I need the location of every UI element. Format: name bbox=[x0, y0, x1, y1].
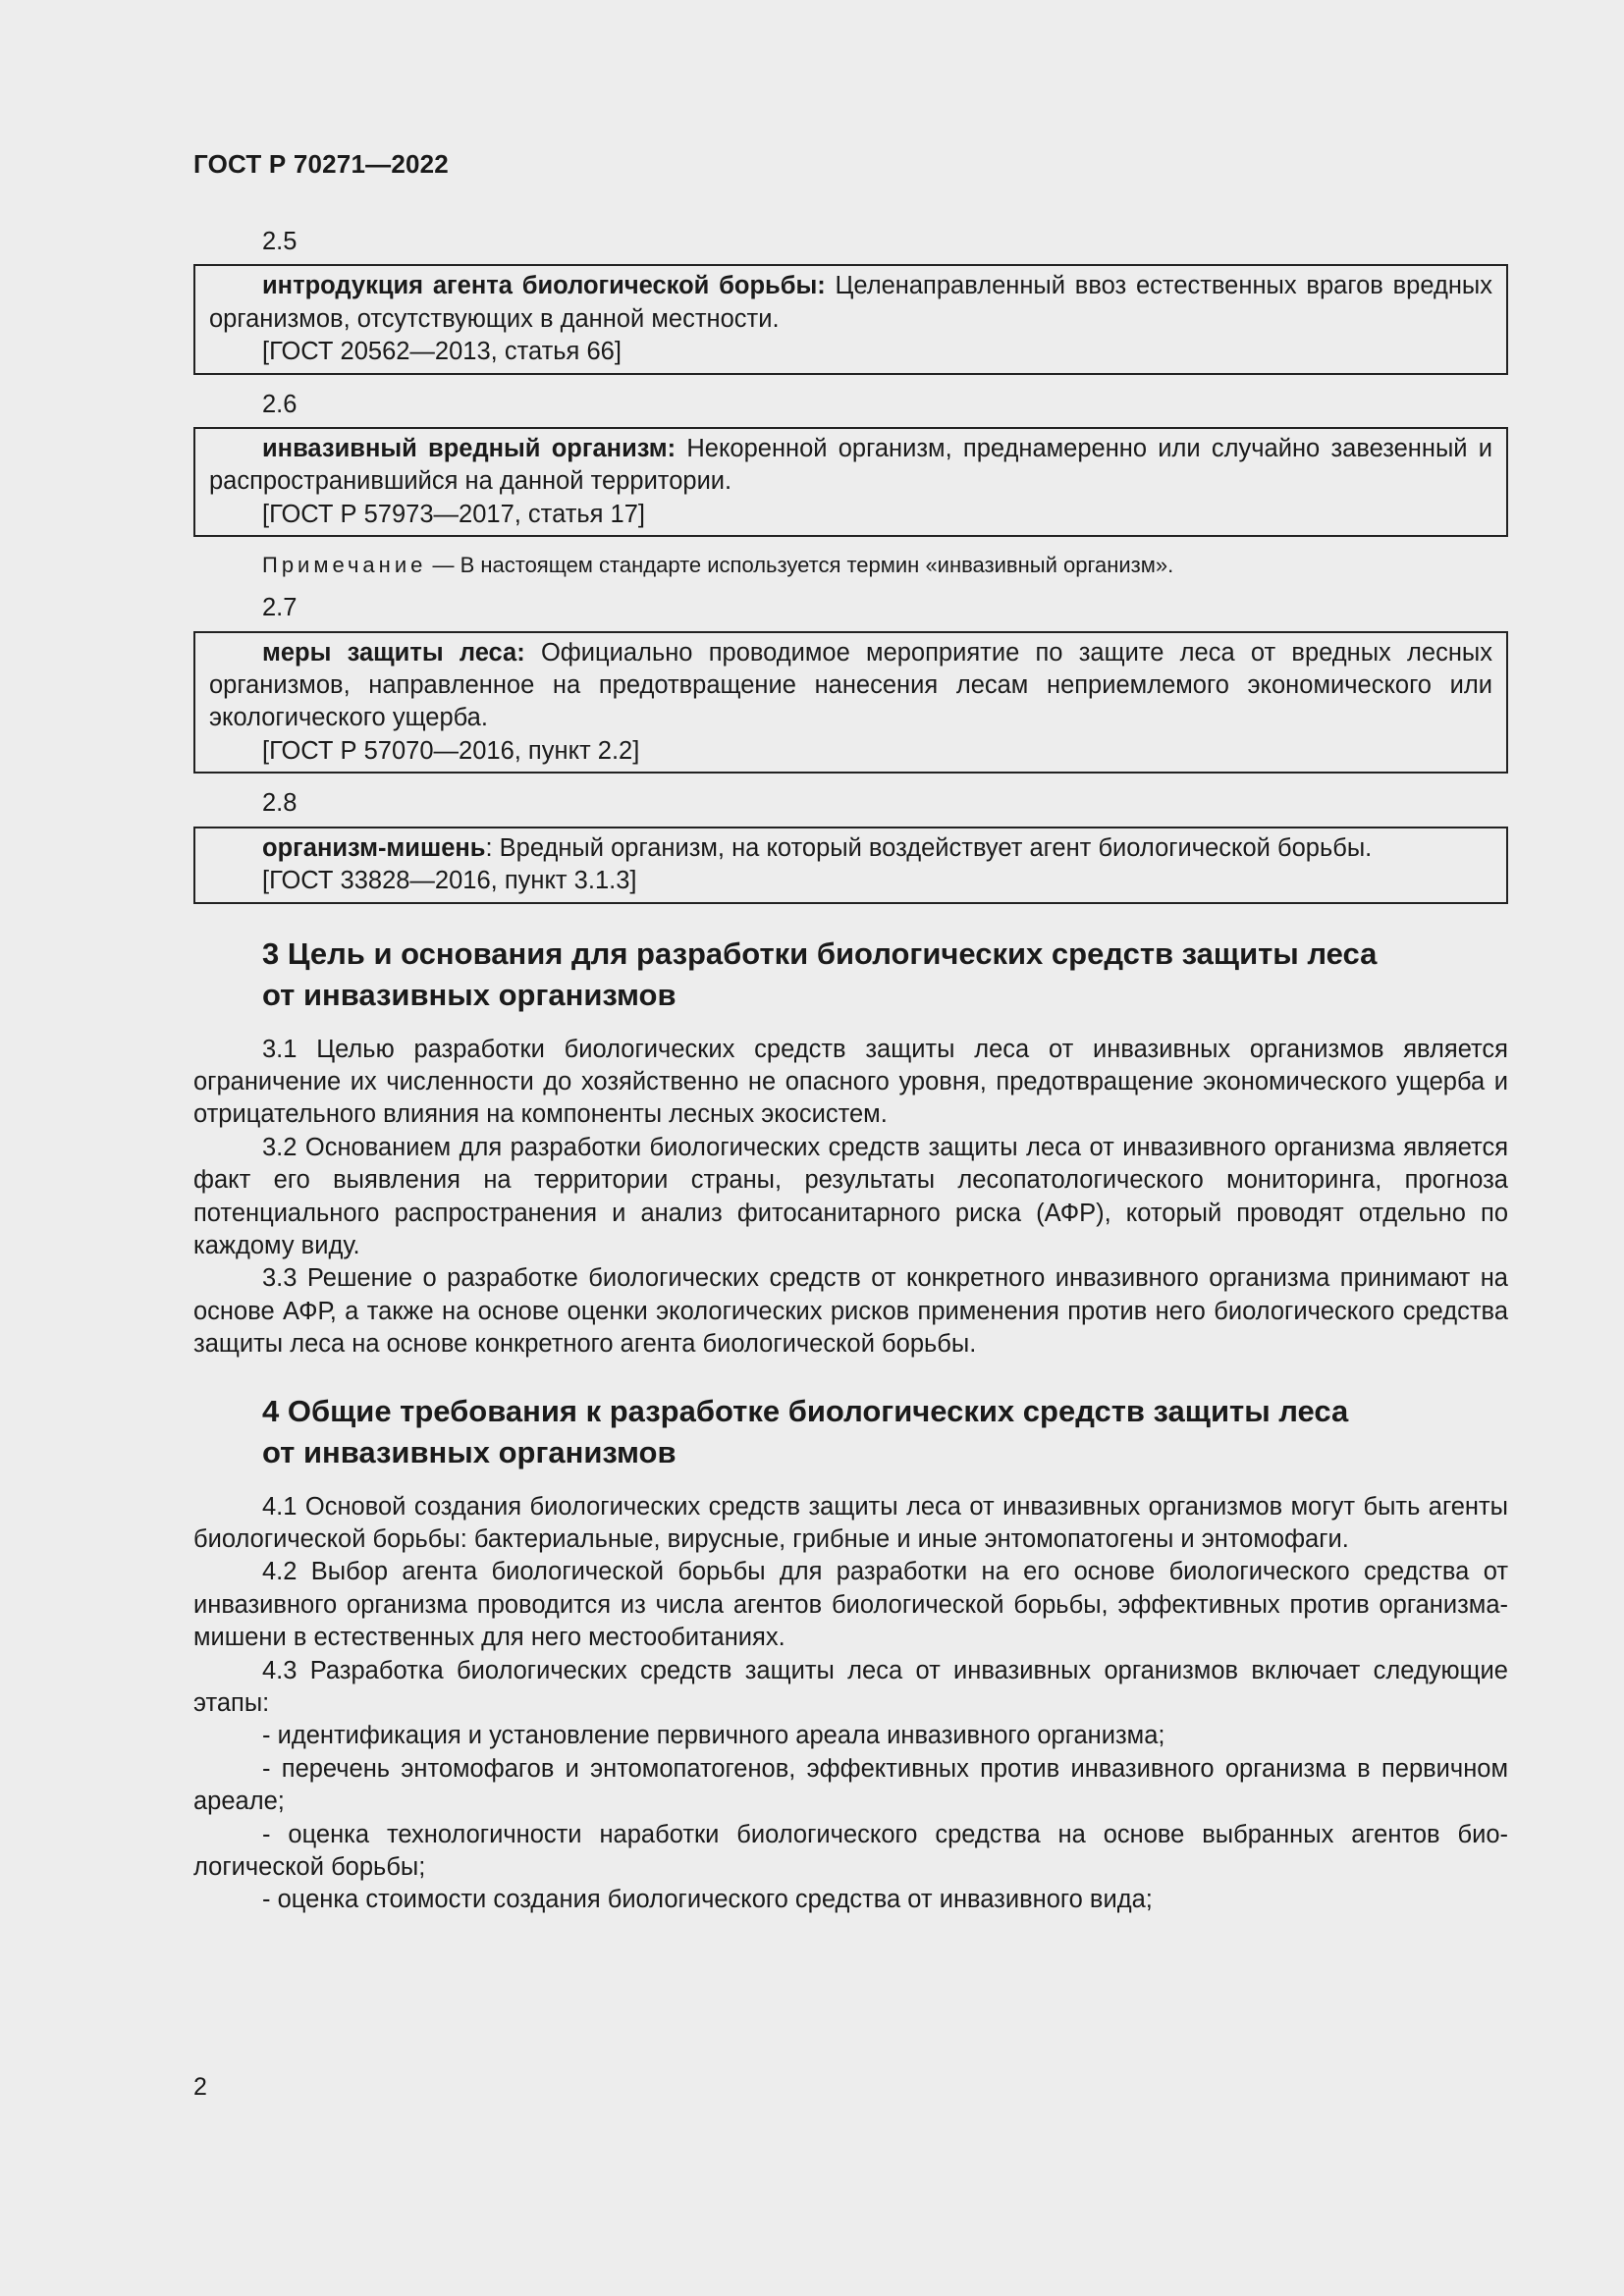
term-box bbox=[193, 264, 1508, 374]
term-name: инвазивный вредный организм: bbox=[262, 435, 677, 463]
paragraph-3-2: 3.2 Основанием для разработки биологических средств защиты леса от инвазивного организма является факт его выявления на территории страны, результаты лесопатологического мониторинга, прогноза потенциального распространения и анализ фитосанитарного риска (АФР), который проводят отдельно по каждому виду. bbox=[193, 1133, 1508, 1259]
section-3-title-line1: 3 Цель и основания для разработки биологических средств защиты леса bbox=[262, 935, 1378, 971]
section-4-title-line1: 4 Общие требования к разработке биологических средств защиты леса bbox=[262, 1393, 1349, 1428]
section-4-title-line2: от инвазивных организмов bbox=[262, 1434, 677, 1469]
page-number: 2 bbox=[193, 2073, 207, 2101]
term-definition-text: Некоренной организм, преднамеренно или случайно завезенный и распространившийся на данной территории. bbox=[209, 435, 1492, 496]
page-content bbox=[193, 226, 1508, 1917]
term-source: [ГОСТ Р 57973—2017, статья 17] bbox=[262, 500, 645, 528]
list-item: - идентификация и установление первичного ареала инвазивного организма; bbox=[262, 1722, 1165, 1750]
note bbox=[193, 551, 1508, 580]
list-item: - оценка технологичности наработки биологического средства на основе выбранных агентов биологической борьбы; bbox=[193, 1820, 1508, 1882]
paragraph-3-1: 3.1 Целью разработки биологических средств защиты леса от инвазивных организмов является ограничение их численности до хозяйственно не опасного уровня, предотвращение экономического ущерба и отрицательного влияния на компоненты лесных экосистем. bbox=[193, 1035, 1508, 1129]
paragraph-4-1: 4.1 Основой создания биологических средств защиты леса от инвазивных организмов могут быть агенты биологической борьбы: бактериальные, вирусные, грибные и иные энтомопатогены и энтомофаги. bbox=[193, 1492, 1508, 1553]
term-definition bbox=[209, 270, 1492, 336]
term-name: интродукция агента биологической борьбы: bbox=[262, 272, 826, 300]
term-definition-text: : Вредный организм, на который воздействует агент биологической борьбы. bbox=[485, 833, 1373, 862]
document-code: ГОСТ Р 70271—2022 bbox=[193, 149, 449, 179]
section-3-title-line2: от инвазивных организмов bbox=[262, 977, 677, 1012]
term-number: 2.7 bbox=[262, 594, 298, 622]
term-definition bbox=[209, 832, 1492, 865]
term-box bbox=[193, 427, 1508, 537]
term-number: 2.5 bbox=[262, 228, 298, 255]
term-name: организм-мишень bbox=[262, 833, 486, 862]
term-definition bbox=[209, 433, 1492, 499]
term-definition-text: Целенаправленный ввоз естественных врагов вредных организмов, отсутствующих в данной местности. bbox=[209, 272, 1492, 333]
paragraph-3-3: 3.3 Решение о разработке биологических средств от конкретного инвазивного организма принимают на основе АФР, а также на основе оценки экологических рисков применения против него биологического средства защиты леса на основе конкретного агента биологической борьбы. bbox=[193, 1264, 1508, 1359]
term-source: [ГОСТ Р 57070—2016, пункт 2.2] bbox=[262, 736, 640, 765]
paragraph-4-2: 4.2 Выбор агента биологической борьбы для разработки на его основе биологического средства от инвазивного организма проводится из числа агентов биологической борьбы, эффективных против организма-мишени в естественных для него местообитаниях. bbox=[193, 1558, 1508, 1652]
term-source: [ГОСТ 33828—2016, пункт 3.1.3] bbox=[262, 867, 637, 895]
term-box bbox=[193, 631, 1508, 774]
term-definition-text: Официально проводимое мероприятие по защите леса от вредных лесных организмов, направленное на предотвращение нанесения лесам неприемлемого экономического или экологического ущерба. bbox=[209, 638, 1492, 732]
term-box bbox=[193, 827, 1508, 904]
term-number: 2.8 bbox=[262, 789, 298, 818]
term-number: 2.6 bbox=[262, 390, 298, 418]
section-3-heading bbox=[193, 934, 1508, 1016]
term-name: меры защиты леса: bbox=[262, 638, 525, 667]
term-definition bbox=[209, 637, 1492, 735]
note-text: — В настоящем стандарте используется термин «инвазивный организм». bbox=[426, 553, 1174, 578]
list-item: - перечень энтомофагов и энтомопатогенов, эффективных против инвазивного организма в первичном ареале; bbox=[193, 1754, 1508, 1816]
term-source: [ГОСТ 20562—2013, статья 66] bbox=[262, 338, 622, 366]
section-4-heading bbox=[193, 1391, 1508, 1473]
paragraph-4-3: 4.3 Разработка биологических средств защиты леса от инвазивных организмов включает следующие этапы: bbox=[193, 1656, 1508, 1717]
note-label: Примечание bbox=[262, 553, 427, 578]
list-item: - оценка стоимости создания биологического средства от инвазивного вида; bbox=[262, 1886, 1153, 1914]
